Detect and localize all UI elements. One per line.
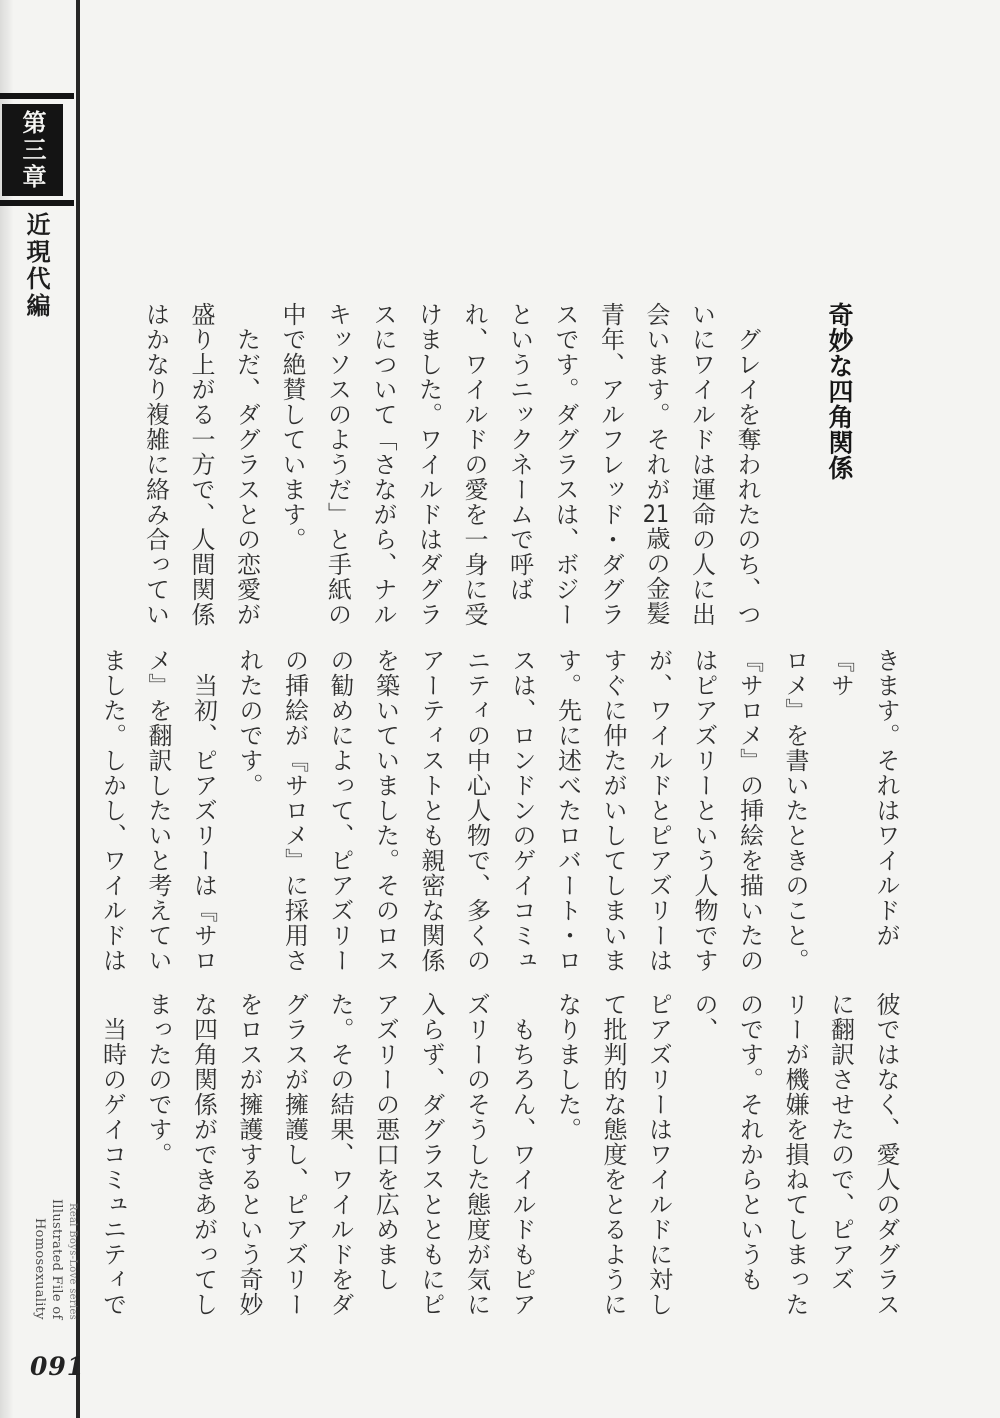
text-column: 当初、ピアズリーは『サロ [189, 648, 218, 973]
text-column: を築いていました。そのロス [371, 648, 400, 973]
text-column: 青年、アルフレッド・ダグラ [596, 302, 625, 627]
chapter-number-label: 第三章 [18, 109, 46, 191]
text-column: スは、ロンドンのゲイコミュ [508, 648, 536, 973]
text-column: 当時のゲイコミュニティで [98, 992, 127, 1317]
chapter-subtitle: 近現代編 [22, 212, 50, 320]
text-band-1 [132, 302, 863, 647]
text-column: が、ワイルドとピアズリーは [644, 648, 673, 973]
text-column: スです。ダグラスは、ボジー [551, 302, 579, 627]
text-column: なりました。 [553, 992, 582, 1142]
page-number: 091 [30, 1352, 86, 1381]
text-column: はピアズリーという人物です [690, 648, 718, 973]
text-column: の挿絵が『サロメ』に採用さ [280, 648, 309, 973]
footer-book-title: Illustrated File of Homosexuality [32, 1199, 64, 1320]
text-band-2 [89, 648, 908, 993]
text-column: 入らず、ダグラスとともにピ [417, 992, 445, 1317]
text-column: きます。それはワイルドが『サ [826, 648, 900, 948]
chapter-marker-bottom-bar [0, 200, 74, 206]
text-column: ズリーのそうした態度が気に [462, 992, 491, 1317]
footer-vertical-text [31, 1105, 80, 1320]
text-column: 会います。それが21歳の金髪 [642, 302, 670, 626]
chapter-marker-top-bar [0, 93, 74, 99]
text-column: グレイを奪われたのち、つ [733, 302, 761, 627]
text-column: 中で絶賛しています。 [278, 302, 306, 552]
text-column: て批判的な態度をとるように [599, 992, 627, 1317]
text-column: た。その結果、ワイルドをダ [326, 992, 354, 1317]
text-band-3 [89, 992, 908, 1337]
text-column: アーティストとも親密な関係 [417, 648, 445, 973]
text-column: というニックネームで呼ば [505, 302, 534, 602]
text-column: に翻訳させたので、ピアズ [826, 992, 855, 1292]
chapter-number-box [2, 104, 63, 196]
text-column: ました。しかし、ワイルドは [98, 648, 127, 973]
text-column: キッソスのようだ」と手紙の [323, 302, 352, 627]
text-column: すぐに仲たがいしてしまいま [599, 648, 627, 973]
text-column: をロスが擁護するという奇妙 [235, 992, 263, 1317]
text-column: いにワイルドは運命の人に出 [687, 302, 716, 627]
text-column: な四角関係ができあがってし [189, 992, 218, 1317]
text-column: 『サロメ』の挿絵を描いたの [735, 648, 764, 973]
text-column: 彼ではなく、愛人のダグラス [872, 992, 900, 1317]
text-column: ニティの中心人物で、多くの [462, 648, 491, 973]
text-column: リーが機嫌を損ねてしまった [781, 992, 809, 1317]
text-column: けました。ワイルドはダグラ [414, 302, 443, 627]
text-column: 盛り上がる一方で、人間関係 [187, 302, 215, 627]
text-column: グラスが擁護し、ピアズリー [280, 992, 309, 1317]
text-column: の勧めによって、ピアズリー [326, 648, 354, 973]
text-column: れたのです。 [235, 648, 263, 798]
text-column: スについて「さながら、ナル [369, 302, 397, 627]
footer-series-label: Real Boys-Love series [67, 1202, 78, 1320]
text-column: はかなり複雑に絡み合ってい [141, 302, 170, 627]
page-edge-shading [0, 0, 14, 1418]
text-column: のです。それからというもの、 [690, 992, 764, 1292]
text-column: ロメ』を書いたときのこと。 [781, 648, 809, 973]
text-column: ただ、ダグラスとの恋愛が [232, 302, 261, 627]
text-column: す。先に述べたロバート・ロ [553, 648, 582, 973]
section-heading: 奇妙な四角関係 [825, 302, 854, 481]
text-column: アズリーの悪口を広めまし [371, 992, 400, 1292]
text-column: メ』を翻訳したいと考えてい [144, 648, 172, 973]
text-column: まったのです。 [144, 992, 172, 1167]
text-column: もちろん、ワイルドもピア [508, 992, 536, 1317]
text-column: ピアズリーはワイルドに対し [644, 992, 673, 1317]
text-column: れ、ワイルドの愛を一身に受 [460, 302, 488, 627]
